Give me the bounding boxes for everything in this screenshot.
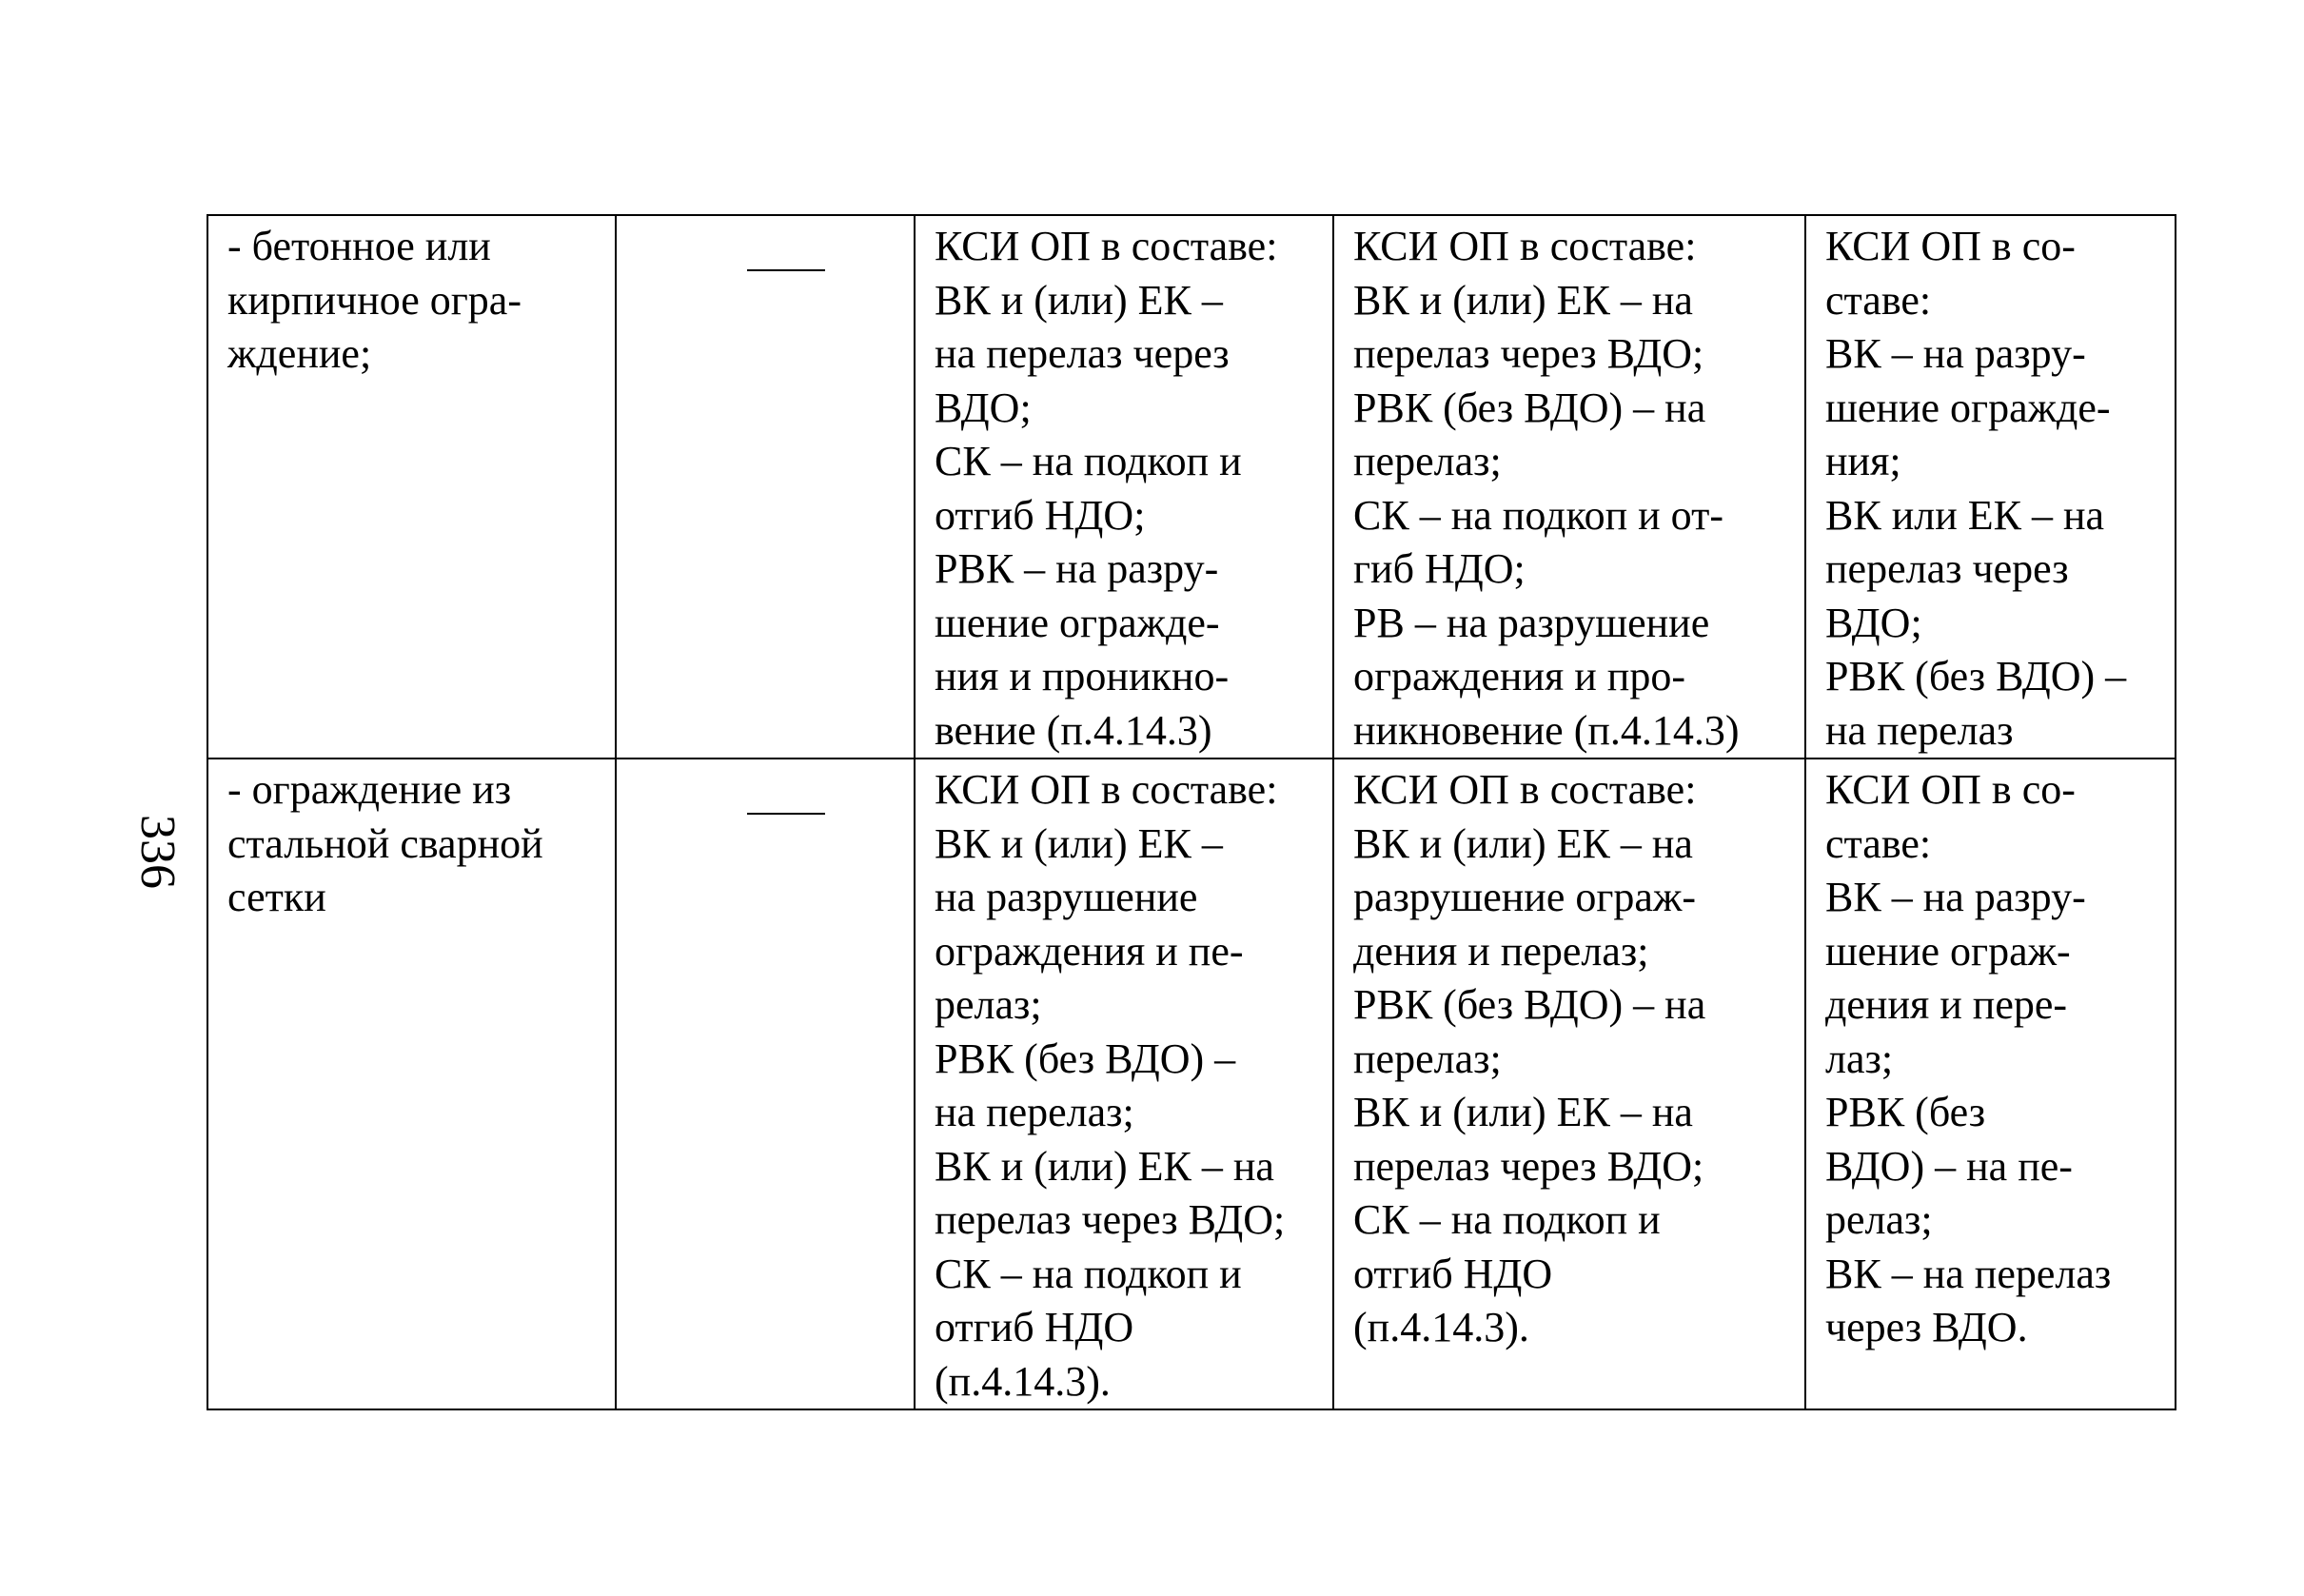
cell-text-line: гиб НДО; (1353, 545, 1526, 592)
cell-text-line: на перелаз (1825, 706, 2014, 754)
cell-text-line: ставе: (1825, 276, 1932, 324)
cell-text-line: ВК и (или) ЕК – (935, 819, 1223, 867)
cell-text-line: вение (п.4.14.3) (935, 706, 1212, 754)
cell-text-line: - ограждение из (227, 766, 512, 813)
table-row (207, 759, 2176, 1409)
cell-text-line: РВК – на разру- (935, 545, 1219, 592)
cell-text-line: через ВДО. (1825, 1304, 2028, 1350)
cell-text-line: шение огражде- (1825, 384, 2111, 431)
empty-cell (616, 759, 915, 1409)
cell-text-line: разрушение ограж- (1353, 874, 1696, 920)
cell-text-line: РВК (без ВДО) – на (1353, 384, 1706, 431)
cell-text-line: КСИ ОП в составе: (935, 766, 1278, 813)
cell-text-line: КСИ ОП в составе: (935, 223, 1278, 269)
cell-text-line: ждение; (227, 330, 372, 377)
cell-text-line: СК – на подкоп и (935, 438, 1242, 484)
cell-text-line: ВК – на разру- (1825, 330, 2086, 377)
cell-text-line: ВДО; (1825, 599, 1922, 646)
cell-text-line: ВК и (или) ЕК – (935, 276, 1223, 324)
cell-text-line: на перелаз; (935, 1089, 1134, 1135)
empty-cell (616, 215, 915, 759)
cell-text-line: ВК и (или) ЕК – на (1353, 276, 1693, 324)
cell-text-line: перелаз через ВДО; (935, 1196, 1286, 1243)
cell-text-line: перелаз через ВДО; (1353, 1142, 1704, 1190)
requirements-table (207, 214, 2176, 1410)
cell-text-line: ВК и (или) ЕК – на (935, 1142, 1274, 1190)
requirement-cell (1805, 215, 2176, 759)
cell-text-line: ВК и (или) ЕК – на (1353, 1089, 1693, 1135)
dash-mark (747, 813, 825, 815)
cell-text-line: кирпичное огра- (227, 276, 522, 324)
cell-text-line: никновение (п.4.14.3) (1353, 706, 1740, 754)
cell-text-line: ограждения и про- (1353, 653, 1685, 699)
cell-text-line: дения и перелаз; (1353, 927, 1649, 975)
cell-text-line: КСИ ОП в со- (1825, 766, 2076, 813)
fence-type-cell (207, 215, 616, 759)
requirement-cell (915, 215, 1333, 759)
requirement-cell (1333, 215, 1805, 759)
cell-text-line: шение ограж- (1825, 927, 2071, 975)
dash-mark (747, 269, 825, 271)
page-number: 336 (130, 815, 185, 889)
cell-text-line: отгиб НДО (1353, 1250, 1553, 1297)
cell-text-line: ставе: (1825, 819, 1932, 867)
cell-text-line: ВК – на перелаз (1825, 1250, 2112, 1297)
cell-text-line: РВК (без (1825, 1089, 1986, 1135)
cell-text-line: ния; (1825, 438, 1901, 484)
cell-text-line: (п.4.14.3). (935, 1357, 1111, 1405)
cell-text-line: перелаз; (1353, 1034, 1502, 1082)
requirement-cell (1805, 759, 2176, 1409)
cell-text-line: ВДО; (935, 384, 1032, 431)
cell-text-line: релаз; (1825, 1196, 1933, 1243)
requirement-cell (915, 759, 1333, 1409)
cell-text-line: перелаз; (1353, 438, 1502, 484)
cell-text-line: релаз; (935, 981, 1042, 1028)
cell-text-line: ограждения и пе- (935, 927, 1244, 975)
cell-text-line: лаз; (1825, 1034, 1894, 1082)
cell-text-line: КСИ ОП в составе: (1353, 766, 1697, 813)
cell-text-line: дения и пере- (1825, 981, 2068, 1028)
cell-text-line: РВК (без ВДО) – (1825, 653, 2127, 699)
cell-text-line: - бетонное или (227, 223, 491, 269)
cell-text-line: ВК или ЕК – на (1825, 491, 2105, 539)
cell-text-line: КСИ ОП в со- (1825, 223, 2076, 269)
cell-text-line: отгиб НДО (935, 1304, 1134, 1350)
cell-text-line: СК – на подкоп и (1353, 1196, 1661, 1243)
cell-text-line: ВК и (или) ЕК – на (1353, 819, 1693, 867)
cell-text-line: стальной сварной (227, 819, 543, 867)
table-row (207, 215, 2176, 759)
cell-text-line: на перелаз через (935, 330, 1230, 377)
cell-text-line: КСИ ОП в составе: (1353, 223, 1697, 269)
cell-text-line: СК – на подкоп и от- (1353, 491, 1723, 539)
cell-text-line: РВ – на разрушение (1353, 599, 1710, 646)
requirement-cell (1333, 759, 1805, 1409)
fence-type-cell (207, 759, 616, 1409)
cell-text-line: шение огражде- (935, 599, 1220, 646)
cell-text-line: сетки (227, 874, 326, 920)
cell-text-line: РВК (без ВДО) – на (1353, 981, 1706, 1028)
cell-text-line: ВК – на разру- (1825, 874, 2086, 920)
cell-text-line: ния и проникно- (935, 653, 1230, 699)
cell-text-line: РВК (без ВДО) – (935, 1034, 1236, 1082)
cell-text-line: (п.4.14.3). (1353, 1304, 1529, 1350)
cell-text-line: перелаз через (1825, 545, 2069, 592)
cell-text-line: отгиб НДО; (935, 491, 1146, 539)
cell-text-line: на разрушение (935, 874, 1198, 920)
cell-text-line: СК – на подкоп и (935, 1250, 1242, 1297)
cell-text-line: перелаз через ВДО; (1353, 330, 1704, 377)
cell-text-line: ВДО) – на пе- (1825, 1142, 2073, 1190)
